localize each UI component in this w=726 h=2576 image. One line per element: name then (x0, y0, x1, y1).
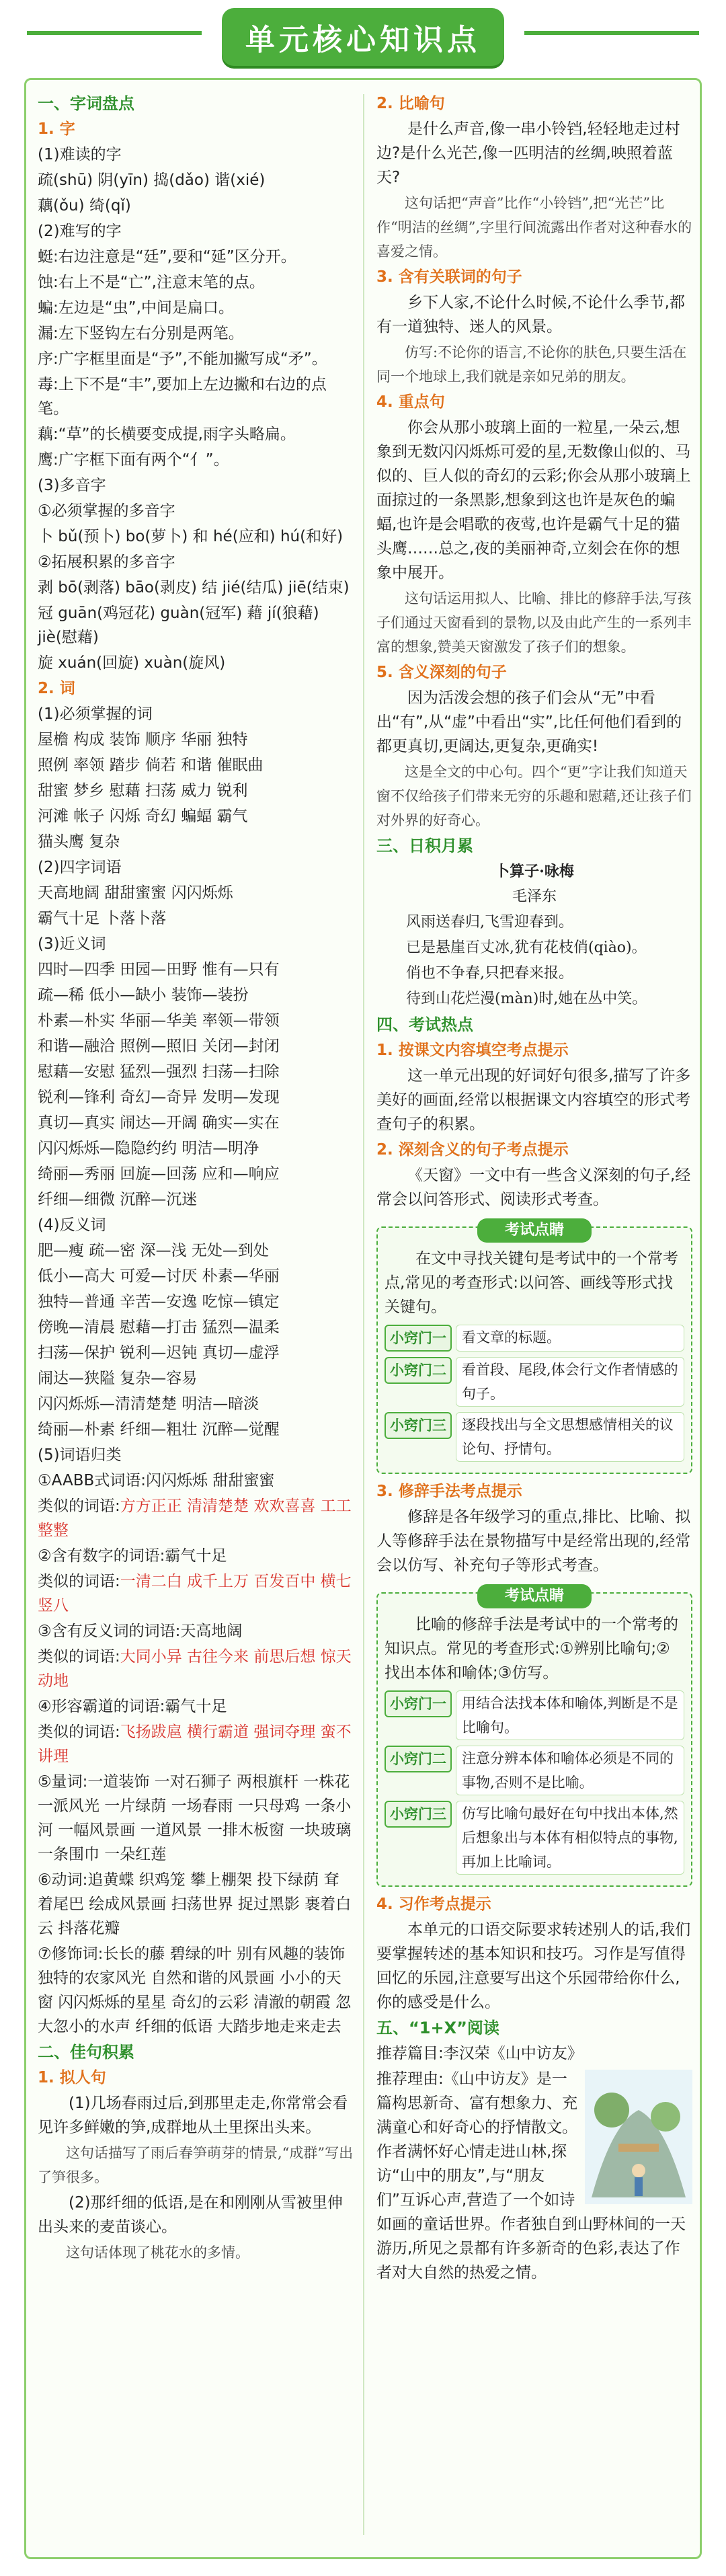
paragraph: 这一单元出现的好词好句很多,描写了许多美好的画面,经常以根据课文内容填空的形式考查句子的积累。 (376, 1067, 691, 1133)
text-line: (4)反义词 (38, 1216, 106, 1234)
column-divider (363, 94, 364, 2535)
text-line: 毒:上下不是“丰”,要加上左边撇和右边的点笔。 (38, 376, 327, 418)
text-line: (3)多音字 (38, 477, 106, 494)
sub-heading: 2. 词 (38, 680, 75, 697)
polyphone-line: 冠 guān(鸡冠花) guàn(冠军) 藉 jí(狼藉) jiè(慰藉) (38, 604, 319, 646)
sub-heading: 1. 拟人句 (38, 2069, 106, 2086)
paragraph: 本单元的口语交际要求转述别人的话,我们要掌握转述的基本知识和技巧。习作是写值得回忆的乐园,注意要写出这个乐园带给你什么,你的感受是什么。 (376, 1921, 691, 2011)
tip-text: 注意分辨本体和喻体必须是不同的事物,否则不是比喻。 (456, 1746, 684, 1795)
title-band (0, 0, 726, 74)
exam-tip-box (376, 1588, 692, 1887)
tip-row (385, 1412, 684, 1462)
tip-label: 小窍门一 (385, 1325, 452, 1352)
polyphone-line: 旋 xuán(回旋) xuàn(旋风) (38, 654, 226, 672)
section-heading: 三、日积月累 (376, 836, 473, 855)
text-line: ⑦修饰词:长长的藤 碧绿的叶 别有风趣的装饰 独特的农家风光 自然和谐的风景画 小小的天窗 闪闪烁烁的星星 奇幻的云彩 清澈的朝霞 忽大忽小的水声 纤细的低语 大踏步地走来走去 (38, 1945, 352, 2035)
sub-heading: 3. 修辞手法考点提示 (376, 1483, 522, 1500)
text-line: 藕(ǒu) 绮(qǐ) (38, 197, 131, 214)
sub-heading: 4. 重点句 (376, 393, 445, 411)
poem-line: 俏也不争春,只把春来报。 (406, 965, 573, 982)
left-column (38, 91, 354, 2266)
title-wing-right (524, 31, 699, 35)
text-line: (5)词语归类 (38, 1446, 122, 1464)
text-line: ④形容霸道的词语:霸气十足 (38, 1698, 227, 1715)
word-line: 霸气十足 卜落卜落 (38, 910, 167, 927)
similar-label: 类似的词语: (38, 1497, 120, 1515)
exam-tip-box (376, 1222, 692, 1474)
poem-author: 毛泽东 (512, 888, 557, 905)
word-line: 锐利—锋利 奇幻—奇异 发明—发现 (38, 1089, 280, 1106)
section-heading: 四、考试热点 (376, 1015, 473, 1034)
word-line: 慰藉—安慰 猛烈—强烈 扫荡—扫除 (38, 1063, 280, 1081)
text-line (38, 1494, 354, 1543)
comment: 这句话描写了雨后春笋萌芽的情景,“成群”写出了笋很多。 (38, 2145, 354, 2185)
text-line: 蜓:右边注意是“廷”,要和“延”区分开。 (38, 248, 296, 266)
similar-words: 一清二白 成千上万 百发百中 横七竖八 (38, 1573, 352, 1614)
similar-words: 飞扬跋扈 横行霸道 强词夺理 蛮不讲理 (38, 1723, 352, 1765)
polyphone-line: 卜 bǔ(预卜) bo(萝卜) 和 hé(应和) hú(和好) (38, 528, 344, 545)
text-line: (1)难读的字 (38, 146, 122, 163)
sub-heading: 5. 含义深刻的句子 (376, 664, 507, 681)
word-line: 屋檐 构成 装饰 顺序 华丽 独特 (38, 731, 248, 748)
word-line: 闪闪烁烁—隐隐约约 明洁—明净 (38, 1140, 259, 1157)
comment: 这句话体现了桃花水的多情。 (66, 2245, 249, 2261)
recommend-title: 推荐篇目:李汉荣《山中访友》 (376, 2045, 583, 2062)
word-line: 闹达—狭隘 复杂—容易 (38, 1370, 198, 1387)
text-line: (3)近义词 (38, 935, 106, 953)
section-heading: 一、字词盘点 (38, 94, 134, 113)
word-line: 疏—稀 低小—缺小 装饰—装扮 (38, 986, 249, 1004)
text-line: 蝙:左边是“虫”,中间是扁口。 (38, 299, 234, 317)
text-line: 藕:“草”的长横要变成提,雨字头略扁。 (38, 426, 296, 443)
paragraph: 比喻的修辞手法是考试中的一个常考的知识点。常见的考查形式:①辨别比喻句;②找出本体和喻体;③仿写。 (385, 1616, 678, 1682)
paragraph: 《天窗》一文中有一些含义深刻的句子,经常会以问答形式、阅读形式考查。 (376, 1167, 691, 1208)
exam-tip-title: 考试点睛 (477, 1584, 592, 1608)
word-line: 天高地阔 甜甜蜜蜜 闪闪烁烁 (38, 884, 233, 902)
word-line: 甜蜜 梦乡 慰藉 扫荡 威力 锐利 (38, 782, 248, 799)
word-line: 独特—普通 辛苦—安逸 吃惊—镇定 (38, 1293, 280, 1311)
text-line: 蚀:右上不是“亡”,注意末笔的点。 (38, 274, 265, 291)
tip-text: 用结合法找本体和喻体,判断是不是比喻句。 (456, 1690, 684, 1740)
word-line: 傍晚—清晨 慰藉—打击 猛烈—温柔 (38, 1319, 280, 1336)
sentence: (2)那纤细的低语,是在和刚刚从雪被里伸出头来的麦苗谈心。 (38, 2194, 343, 2236)
page-title: 单元核心知识点 (222, 8, 504, 66)
comment: 仿写:不论你的语言,不论你的肤色,只要生活在同一个地球上,我们就是亲如兄弟的朋友。 (376, 344, 687, 385)
text-line: ⑥动词:追黄蝶 织鸡笼 攀上棚架 投下绿荫 耷着尾巴 绘成风景画 扫荡世界 捉过黑影 裹着白云 抖落花瓣 (38, 1871, 352, 1937)
poem-line: 待到山花烂漫(màn)时,她在丛中笑。 (406, 990, 647, 1007)
tip-text: 看文章的标题。 (456, 1325, 684, 1352)
text-line (38, 1569, 354, 1618)
text-line: ①必须掌握的多音字 (38, 502, 175, 520)
word-line: 真切—真实 闹达—开阔 确实—实在 (38, 1114, 280, 1132)
sentence: 你会从那小玻璃上面的一粒星,一朵云,想象到无数闪闪烁烁可爱的星,无数像山似的、马似的、巨人似的奇幻的云彩;你会从那小玻璃上面掠过的一条黑影,想象到这也许是灰色的蝙蝠,也许是会唱歌的夜莺,也许是霸气十足的猫头鹰……总之,夜的美丽神奇,立刻会在你的想象中展开。 (376, 419, 691, 582)
text-line: (2)难写的字 (38, 223, 122, 240)
sub-heading: 1. 按课文内容填空考点提示 (376, 1042, 569, 1059)
word-line: 低小—高大 可爱—讨厌 朴素—华丽 (38, 1267, 280, 1285)
tip-label: 小窍门三 (385, 1412, 452, 1439)
word-line: 朴素—朴实 华丽—华美 率领—带领 (38, 1012, 280, 1029)
tip-row (385, 1357, 684, 1407)
comment: 这是全文的中心句。四个“更”字让我们知道天窗不仅给孩子们带来无穷的乐趣和慰藉,还让孩子们对外界的好奇心。 (376, 764, 692, 828)
word-line: 照例 率领 踏步 倘若 和谐 催眠曲 (38, 756, 264, 774)
comment: 这句话把“声音”比作“小铃铛”,把“光芒”比作“明洁的丝绸”,字里行间流露出作者对这种春水的喜爱之情。 (376, 195, 692, 260)
text-line: ⑤量词:一道装饰 一对石狮子 两根旗杆 一株花 一派风光 一片绿荫 一场春雨 一只母鸡 一条小河 一幅风景画 一道风景 一排木板窗 一块玻璃 一条围巾 一朵红莲 (38, 1773, 352, 1863)
sub-heading: 1. 字 (38, 120, 75, 138)
sentence: 乡下人家,不论什么时候,不论什么季节,都有一道独特、迷人的风景。 (376, 294, 685, 336)
word-line: 纤细—细微 沉醉—沉迷 (38, 1191, 198, 1208)
tip-row (385, 1746, 684, 1795)
title-wing-left (27, 31, 202, 35)
word-line: 绮丽—秀丽 回旋—回荡 应和—响应 (38, 1165, 280, 1183)
sentence: 是什么声音,像一串小铃铛,轻轻地走过村边?是什么光芒,像一匹明洁的丝绸,映照着蓝天? (376, 120, 680, 186)
text-line: ②含有数字的词语:霸气十足 (38, 1547, 227, 1565)
text-line (38, 1645, 354, 1693)
exam-tip-title: 考试点睛 (477, 1218, 592, 1243)
text-line: 疏(shū) 阴(yīn) 捣(dǎo) 谐(xié) (38, 171, 266, 189)
text-line (38, 1720, 354, 1768)
sentence: (1)几场春雨过后,到那里走走,你常常会看见许多鲜嫩的笋,成群地从土里探出头来。 (38, 2095, 348, 2136)
word-line: 绮丽—朴素 纤细—粗壮 沉醉—觉醒 (38, 1421, 280, 1438)
poem-title: 卜算子·咏梅 (495, 863, 574, 880)
text-line: (2)四字词语 (38, 859, 122, 876)
word-line: 肥—瘦 疏—密 深—浅 无处—到处 (38, 1242, 269, 1259)
tip-row (385, 1325, 684, 1352)
similar-words: 方方正正 清清楚楚 欢欢喜喜 工工整整 (38, 1497, 352, 1539)
text-line: ②拓展积累的多音字 (38, 553, 175, 571)
text-line: ③含有反义词的词语:天高地阔 (38, 1623, 243, 1640)
section-heading: 二、佳句积累 (38, 2043, 134, 2062)
polyphone-line: 剥 bō(剥落) bāo(剥皮) 结 jié(结瓜) jiē(结束) (38, 579, 350, 596)
text-line: ①AABB式词语:闪闪烁烁 甜甜蜜蜜 (38, 1472, 275, 1489)
word-line: 扫荡—保护 锐利—迟钝 真切—虚浮 (38, 1344, 280, 1362)
text-line: 序:广字框里面是“予”,不能加撇写成“矛”。 (38, 350, 327, 368)
sub-heading: 3. 含有关联词的句子 (376, 268, 522, 286)
sub-heading: 2. 比喻句 (376, 95, 445, 112)
word-line: 和谐—融洽 照例—照旧 关闭—封闭 (38, 1038, 280, 1055)
similar-label: 类似的词语: (38, 1648, 120, 1666)
word-line: 河滩 帐子 闪烁 奇幻 蝙蝠 霸气 (38, 808, 248, 825)
tip-text: 逐段找出与全文思想感情相关的议论句、抒情句。 (456, 1412, 684, 1462)
poem-line: 已是悬崖百丈冰,犹有花枝俏(qiào)。 (406, 939, 647, 956)
similar-label: 类似的词语: (38, 1723, 120, 1741)
similar-label: 类似的词语: (38, 1573, 120, 1590)
tip-text: 看首段、尾段,体会行文作者情感的句子。 (456, 1357, 684, 1407)
tip-row (385, 1690, 684, 1740)
section-heading: 五、“1+X”阅读 (376, 2019, 499, 2037)
word-line: 四时—四季 田园—田野 惟有—只有 (38, 961, 280, 978)
tip-text: 仿写比喻句最好在句中找出本体,然后想象出与本体有相似特点的事物,再加上比喻词。 (456, 1801, 684, 1875)
tip-label: 小窍门三 (385, 1801, 452, 1828)
sub-heading: 4. 习作考点提示 (376, 1896, 491, 1913)
recommend-reason: 推荐理由:《山中访友》是一篇构思新奇、富有想象力、充满童心和好奇心的抒情散文。作者满怀好心情走进山林,探访“山中的朋友”,与“朋友们”互诉心声,营造了一个如诗如画的童话世界。作者独自到山野林间的一天游历,所见之景都有许多新奇的色彩,表达了作者对大自然的热爱之情。 (376, 2070, 686, 2281)
tip-label: 小窍门二 (385, 1746, 452, 1772)
word-line: 猫头鹰 复杂 (38, 833, 120, 851)
text-line: (1)必须掌握的词 (38, 705, 153, 723)
similar-words: 大同小异 古往今来 前思后想 惊天动地 (38, 1648, 352, 1690)
book-illustration (585, 2070, 692, 2204)
text-line: 漏:左下竖钩左右分别是两笔。 (38, 325, 244, 342)
sub-heading: 2. 深刻含义的句子考点提示 (376, 1141, 569, 1159)
comment: 这句话运用拟人、比喻、排比的修辞手法,写孩子们通过天窗看到的景物,以及由此产生的一系列丰富的想象,赞美天窗激发了孩子们的想象。 (376, 590, 692, 655)
sentence: 因为活泼会想的孩子们会从“无”中看出“有”,从“虚”中看出“实”,比任何他们看到的都更真切,更阔达,更复杂,更确实! (376, 689, 682, 755)
poem-line: 风雨送春归,飞雪迎春到。 (406, 914, 573, 931)
paragraph: 在文中寻找关键句是考试中的一个常考点,常见的考查形式:以问答、画线等形式找关键句。 (385, 1250, 678, 1316)
tip-row (385, 1801, 684, 1875)
paragraph: 修辞是各年级学习的重点,排比、比喻、拟人等修辞手法在景物描写中是经常出现的,经常会以仿写、补充句子等形式考查。 (376, 1508, 691, 1574)
tip-label: 小窍门一 (385, 1690, 452, 1717)
right-column (376, 91, 692, 2286)
text-line: 鹰:广字框下面有两个“亻”。 (38, 451, 229, 469)
tip-label: 小窍门二 (385, 1357, 452, 1384)
word-line: 闪闪烁烁—清清楚楚 明洁—暗淡 (38, 1395, 259, 1413)
